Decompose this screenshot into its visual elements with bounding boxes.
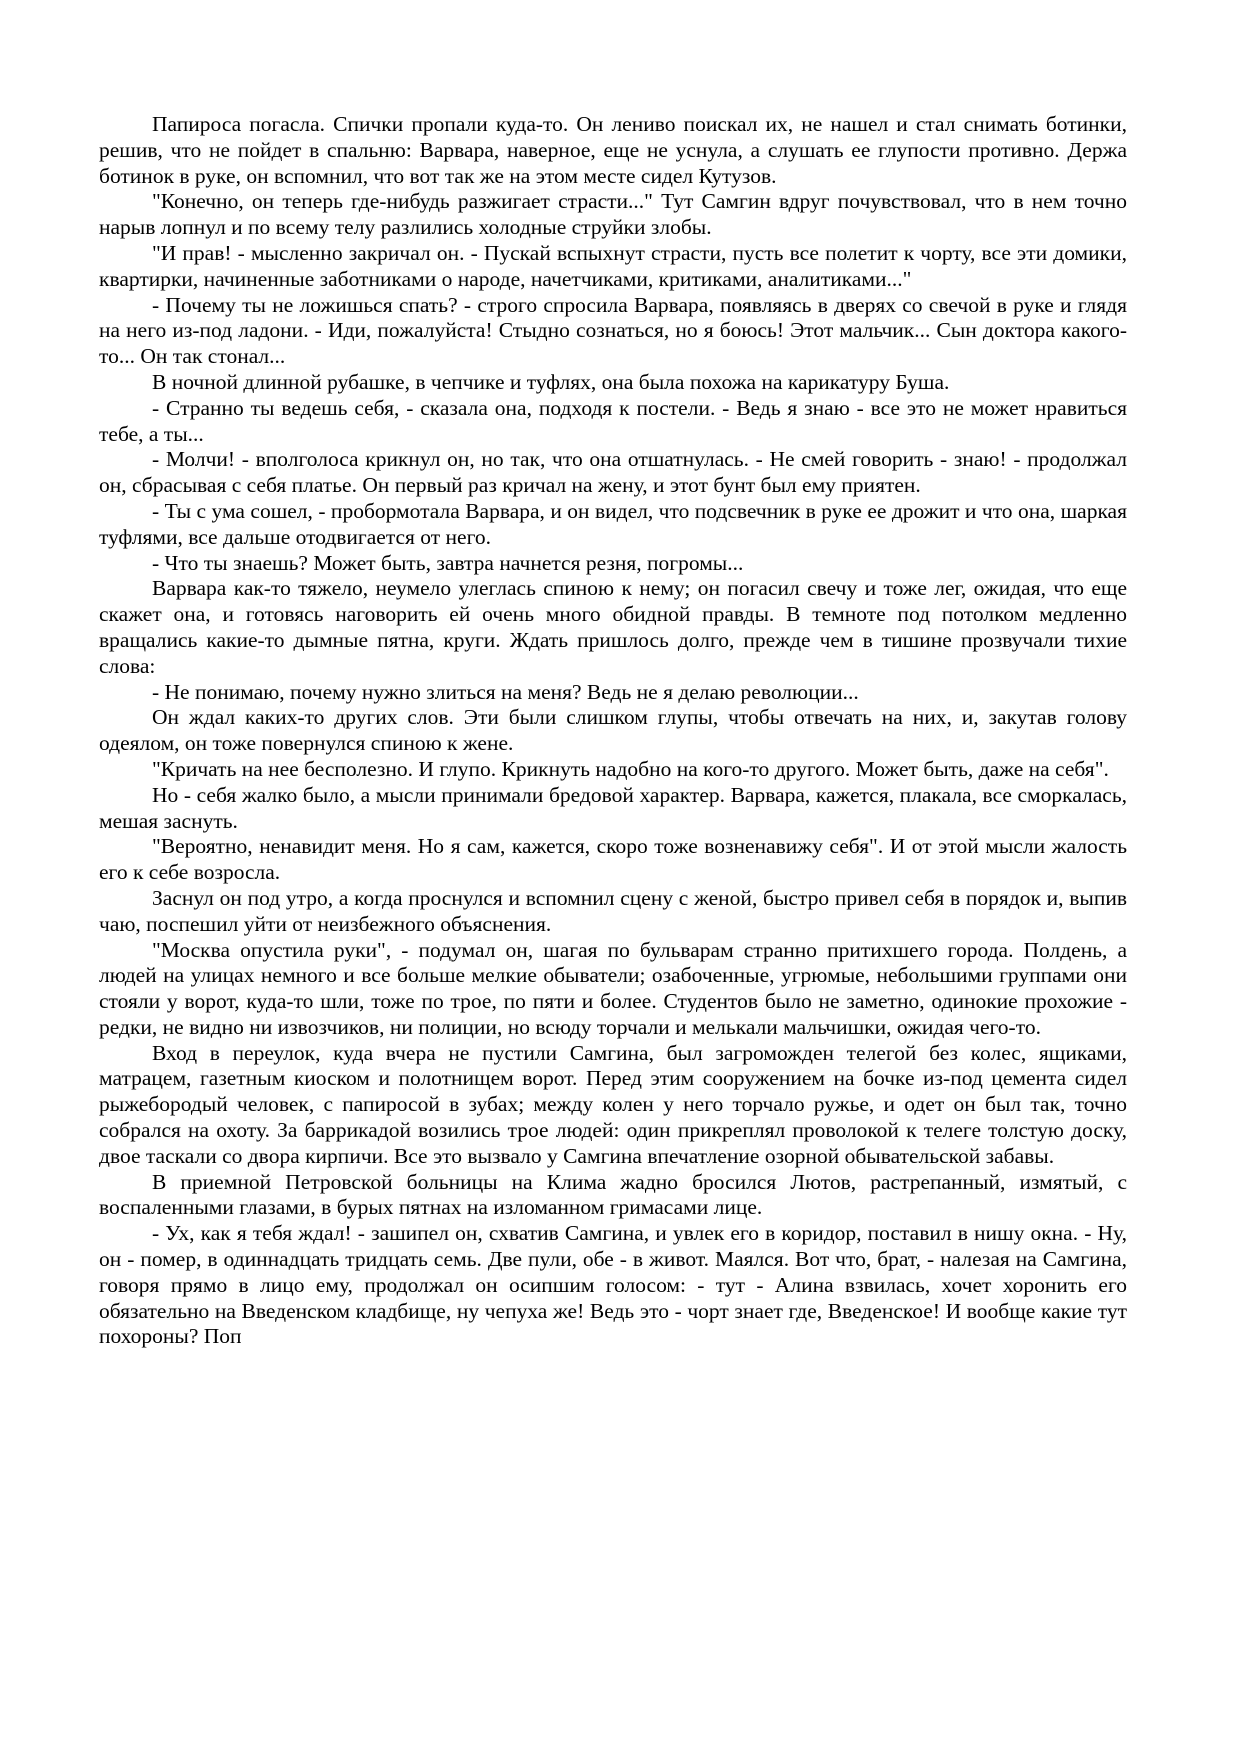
paragraph: Папироса погасла. Спички пропали куда-то. Он лениво поискал их, не нашел и стал снимать ботинки, решив, что не пойдет в спальню: Варвара, наверное, еще не уснула, а слушать ее глупости противно. Держа ботинок в руке, он вспомнил, что вот так же на этом месте сидел Кутузов. bbox=[99, 112, 1127, 188]
paragraph: - Ты с ума сошел, - пробормотала Варвара, и он видел, что подсвечник в руке ее дрожит и что она, шаркая туфлями, все дальше отодвигается от него. bbox=[99, 498, 1127, 549]
paragraph: В приемной Петровской больницы на Клима жадно бросился Лютов, растрепанный, измятый, с воспаленными глазами, в бурых пятнах на изломанном гримасами лице. bbox=[99, 1169, 1127, 1220]
paragraph: - Молчи! - вполголоса крикнул он, но так, что она отшатнулась. - Не смей говорить - знаю! - продолжал он, сбрасывая с себя платье. Он первый раз кричал на жену, и этот бунт был ему приятен. bbox=[99, 447, 1127, 498]
paragraph: "И прав! - мысленно закричал он. - Пускай вспыхнут страсти, пусть все полетит к чорту, все эти домики, квартирки, начиненные заботниками о народе, начетчиками, критиками, аналитиками..." bbox=[99, 240, 1127, 291]
paragraph: Но - себя жалко было, а мысли принимали бредовой характер. Варвара, кажется, плакала, все сморкалась, мешая заснуть. bbox=[99, 782, 1127, 833]
paragraph: Вход в переулок, куда вчера не пустили Самгина, был загроможден телегой без колес, ящиками, матрацем, газетным киоском и полотнищем ворот. Перед этим сооружением на бочке из-под цемента сидел рыжебородый человек, с папиросой в зубах; между колен у него торчало ружье, и одет он был так, точно собрался на охоту. За баррикадой возились трое людей: один прикреплял проволокой к телеге толстую доску, двое таскали со двора кирпичи. Все это вызвало у Самгина впечатление озорной обывательской забавы. bbox=[99, 1040, 1127, 1168]
paragraph: "Кричать на нее бесполезно. И глупо. Крикнуть надобно на кого-то другого. Может быть, даже на себя". bbox=[152, 756, 1109, 781]
paragraph: "Конечно, он теперь где-нибудь разжигает страсти..." Тут Самгин вдруг почувствовал, что в нем точно нарыв лопнул и по всему телу разлились холодные струйки злобы. bbox=[99, 189, 1127, 240]
paragraph: В ночной длинной рубашке, в чепчике и туфлях, она была похожа на карикатуру Буша. bbox=[152, 369, 950, 394]
paragraph: - Ух, как я тебя ждал! - зашипел он, схватив Самгина, и увлек его в коридор, поставил в нишу окна. - Ну, он - помер, в одиннадцать тридцать семь. Две пули, обе - в живот. Маялся. Вот что, брат, - налезая на Самгина, говоря прямо в лицо ему, продолжал он осипшим голосом: - тут - Алина взвилась, хочет хоронить его обязательно на Введенском кладбище, ну чепуха же! Ведь это - чорт знает где, Введенское! И вообще какие тут похороны? Поп bbox=[99, 1221, 1127, 1349]
paragraph: - Странно ты ведешь себя, - сказала она, подходя к постели. - Ведь я знаю - все это не может нравиться тебе, а ты... bbox=[99, 395, 1127, 446]
paragraph: Он ждал каких-то других слов. Эти были слишком глупы, чтобы отвечать на них, и, закутав голову одеялом, он тоже повернулся спиною к жене. bbox=[99, 705, 1127, 756]
document-body-text bbox=[99, 112, 1127, 1350]
paragraph: Варвара как-то тяжело, неумело улеглась спиною к нему; он погасил свечу и тоже лег, ожидая, что еще скажет она, и готовясь наговорить ей очень много обидной правды. В темноте под потолком медленно вращались какие-то дымные пятна, круги. Ждать пришлось долго, прежде чем в тишине прозвучали тихие слова: bbox=[99, 576, 1127, 678]
paragraph: - Что ты знаешь? Может быть, завтра начнется резня, погромы... bbox=[152, 550, 744, 575]
paragraph: "Вероятно, ненавидит меня. Но я сам, кажется, скоро тоже возненавижу себя". И от этой мысли жалость его к себе возросла. bbox=[99, 834, 1127, 885]
paragraph: Заснул он под утро, а когда проснулся и вспомнил сцену с женой, быстро привел себя в порядок и, выпив чаю, поспешил уйти от неизбежного объяснения. bbox=[99, 885, 1127, 936]
paragraph: "Москва опустила руки", - подумал он, шагая по бульварам странно притихшего города. Полдень, а людей на улицах немного и все больше мелкие обыватели; озабоченные, угрюмые, небольшими группами они стояли у ворот, куда-то шли, тоже по трое, по пяти и более. Студентов было не заметно, одинокие прохожие - редки, не видно ни извозчиков, ни полиции, но всюду торчали и мелькали мальчишки, ожидая чего-то. bbox=[99, 937, 1127, 1039]
paragraph: - Не понимаю, почему нужно злиться на меня? Ведь не я делаю революции... bbox=[152, 679, 859, 704]
paragraph: - Почему ты не ложишься спать? - строго спросила Варвара, появляясь в дверях со свечой в руке и глядя на него из-под ладони. - Иди, пожалуйста! Стыдно сознаться, но я боюсь! Этот мальчик... Сын доктора какого-то... Он так стонал... bbox=[99, 292, 1127, 369]
